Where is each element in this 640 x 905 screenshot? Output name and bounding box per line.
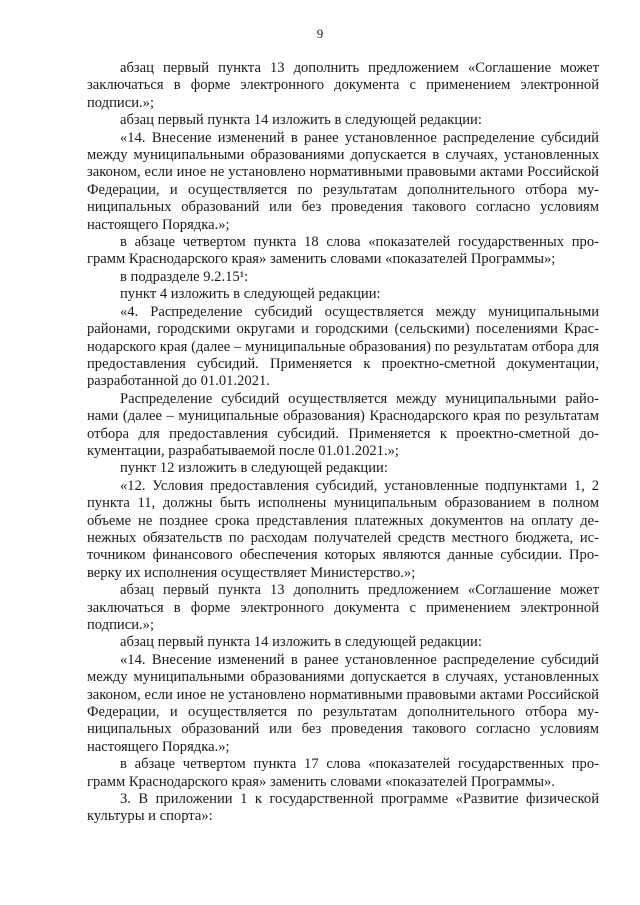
paragraph: пункт 4 изложить в следующей редакции: bbox=[120, 286, 381, 303]
paragraph: «12. Условия предоставления субсидий, установленные подпунктами 1, 2 пункта 11, должны быть исполнены муниципальным образованием в полном объеме не позднее срока представления платежных документов на оплату денежных обязательств по расходам получателей средств местного бюджета, источником финансового обеспечения которых являются данные субсидии. Проверку их исполнения осуществляет Министерство.»; bbox=[87, 477, 599, 581]
paragraph: «14. Внесение изменений в ранее установленное распределение субсидий между муниципальными образованиями допускается в случаях, установленных законом, если иное не установлено нормативными правовыми актами Российской Федерации, и осуществляется по результатам дополнительного отбора муниципальных образований или без проведения такового согласно условиям настоящего Порядка.»; bbox=[87, 651, 599, 755]
paragraph: абзац первый пункта 14 изложить в следующей редакции: bbox=[120, 634, 482, 651]
paragraph: абзац первый пункта 14 изложить в следующей редакции: bbox=[120, 112, 482, 129]
document-body bbox=[87, 60, 599, 826]
paragraph: Распределение субсидий осуществляется между муниципальными районами (далее – муниципальные образования) Краснодарского края по результатам отбора для предоставления субсидий. Применяется к проектно-сметной документации, разрабатываемой после 01.01.2021.»; bbox=[87, 390, 599, 459]
paragraph: 3. В приложении 1 к государственной программе «Развитие физической культуры и спорта»: bbox=[87, 791, 599, 825]
paragraph: в подразделе 9.2.15¹: bbox=[120, 268, 249, 285]
paragraph: абзац первый пункта 13 дополнить предложением «Соглашение может заключаться в форме электронного документа с применением электронной подписи.»; bbox=[87, 582, 599, 633]
paragraph: «14. Внесение изменений в ранее установленное распределение субсидий между муниципальными образованиями допускается в случаях, установленных законом, если иное не установлено нормативными правовыми актами Российской Федерации, и осуществляется по результатам дополнительного отбора муниципальных образований или без проведения такового согласно условиям настоящего Порядка.»; bbox=[87, 129, 599, 233]
paragraph: «4. Распределение субсидий осуществляется между муниципальными районами, городскими округами и городскими (сельскими) поселениями Краснодарского края (далее – муниципальные образования) по результатам отбора для предоставления субсидий. Применяется к проектно-сметной документации, разработанной до 01.01.2021. bbox=[87, 303, 599, 390]
paragraph: пункт 12 изложить в следующей редакции: bbox=[120, 460, 388, 477]
paragraph: в абзаце четвертом пункта 17 слова «показателей государственных программ Краснодарского края» заменить словами «показателей Программы». bbox=[87, 756, 599, 790]
page-number: 9 bbox=[316, 26, 324, 41]
paragraph: абзац первый пункта 13 дополнить предложением «Соглашение может заключаться в форме электронного документа с применением электронной подписи.»; bbox=[87, 60, 599, 111]
paragraph: в абзаце четвертом пункта 18 слова «показателей государственных программ Краснодарского края» заменить словами «показателей Программы»; bbox=[87, 234, 599, 268]
